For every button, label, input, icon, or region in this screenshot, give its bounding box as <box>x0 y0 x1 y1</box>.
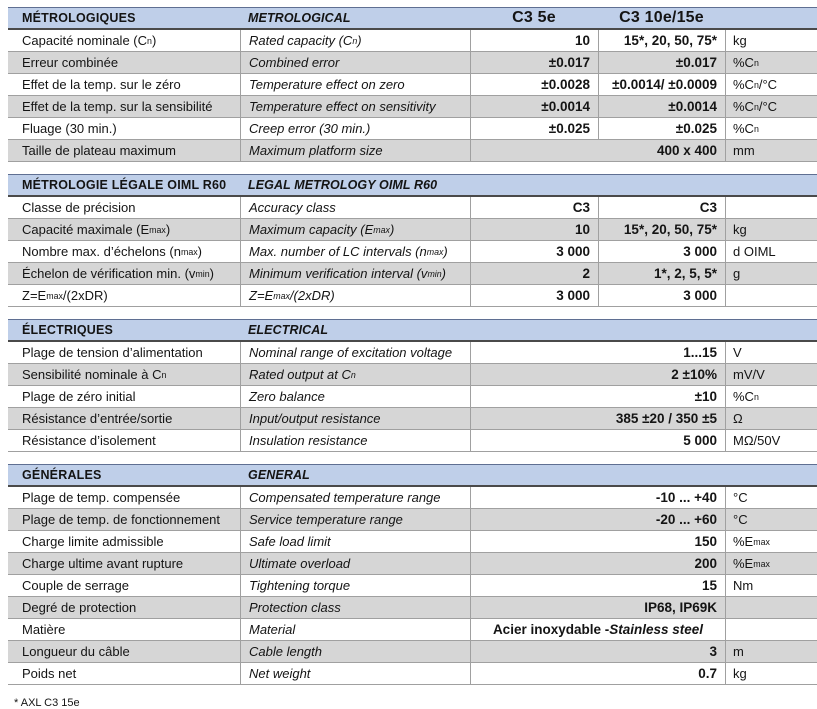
table-row <box>8 96 817 118</box>
value-merged: 15 <box>470 575 725 596</box>
table-row <box>8 140 817 162</box>
row-label-fr: Couple de serrage <box>22 578 129 593</box>
table-row <box>8 241 817 263</box>
row-label-fr: Effet de la temp. sur la sensibilité <box>22 99 213 114</box>
table-row <box>8 118 817 140</box>
row-label-en: Tightening torque <box>240 575 470 596</box>
column-header-c3-5e: C3 5e <box>512 9 556 26</box>
table-row <box>8 197 817 219</box>
table-row <box>8 641 817 663</box>
unit: MΩ/50V <box>725 430 817 451</box>
section-title-en: ELECTRICAL <box>248 323 329 337</box>
unit: kg <box>725 30 817 51</box>
value-c3-10e-15e: 15*, 20, 50, 75* <box>598 219 725 240</box>
value-c3-5e: C3 <box>470 197 598 218</box>
row-label-en: Maximum platform size <box>240 140 470 161</box>
section-header <box>8 464 817 487</box>
value-merged: 0.7 <box>470 663 725 684</box>
value-c3-5e: 10 <box>470 30 598 51</box>
table-row <box>8 263 817 285</box>
unit: mm <box>725 140 817 161</box>
table-row <box>8 74 817 96</box>
value-merged: 3 <box>470 641 725 662</box>
section-rows <box>8 30 817 162</box>
unit: %E max <box>725 553 817 574</box>
unit: kg <box>725 219 817 240</box>
section-title-en: GENERAL <box>248 468 310 482</box>
unit: d OIML <box>725 241 817 262</box>
row-label-en: Nominal range of excitation voltage <box>240 342 470 363</box>
row-label-fr: Z=E max /(2xDR) <box>22 288 108 303</box>
row-label-fr: Fluage (30 min.) <box>22 121 117 136</box>
row-label-en: Creep error (30 min.) <box>240 118 470 139</box>
table-row <box>8 575 817 597</box>
value-c3-5e: 3 000 <box>470 241 598 262</box>
row-label-fr: Charge limite admissible <box>22 534 164 549</box>
unit: mV/V <box>725 364 817 385</box>
unit: kg <box>725 663 817 684</box>
section-rows <box>8 342 817 452</box>
row-label-en: Zero balance <box>240 386 470 407</box>
unit <box>725 619 817 640</box>
row-label-en: Maximum capacity (E max ) <box>240 219 470 240</box>
row-label-fr: Longueur du câble <box>22 644 130 659</box>
table-row <box>8 663 817 685</box>
row-label-en: Max. number of LC intervals (n max ) <box>240 241 470 262</box>
row-label-en: Cable length <box>240 641 470 662</box>
row-label-fr: Plage de zéro initial <box>22 389 136 404</box>
value-merged: -20 ... +60 <box>470 509 725 530</box>
table-row <box>8 597 817 619</box>
unit: %C n /°C <box>725 74 817 95</box>
table-row <box>8 553 817 575</box>
table-row <box>8 619 817 641</box>
column-header-c3-10e-15e: C3 10e/15e <box>619 9 704 26</box>
row-label-en: Rated output at C n <box>240 364 470 385</box>
row-label-en: Temperature effect on zero <box>240 74 470 95</box>
value-c3-5e: ±0.017 <box>470 52 598 73</box>
table-row <box>8 52 817 74</box>
value-c3-5e: ±0.025 <box>470 118 598 139</box>
table-row <box>8 487 817 509</box>
row-label-fr: Capacité nominale (C n ) <box>22 33 157 48</box>
section-title-fr: MÉTROLOGIQUES <box>22 11 136 25</box>
footnote: * AXL C3 15e <box>14 697 80 709</box>
table-row <box>8 509 817 531</box>
unit: °C <box>725 487 817 508</box>
table-row <box>8 285 817 307</box>
section-rows <box>8 487 817 685</box>
spec-section <box>8 174 817 307</box>
value-merged: ±10 <box>470 386 725 407</box>
value-merged: IP68, IP69K <box>470 597 725 618</box>
value-c3-5e: ±0.0028 <box>470 74 598 95</box>
unit: V <box>725 342 817 363</box>
value-c3-10e-15e: 1*, 2, 5, 5* <box>598 263 725 284</box>
section-title-fr: GÉNÉRALES <box>22 468 102 482</box>
value-c3-5e: 2 <box>470 263 598 284</box>
section-header <box>8 7 817 30</box>
section-title-fr: ÉLECTRIQUES <box>22 323 114 337</box>
value-merged: 1...15 <box>470 342 725 363</box>
table-row <box>8 342 817 364</box>
row-label-en: Safe load limit <box>240 531 470 552</box>
value-c3-10e-15e: 15*, 20, 50, 75* <box>598 30 725 51</box>
row-label-en: Compensated temperature range <box>240 487 470 508</box>
row-label-fr: Résistance d’isolement <box>22 433 156 448</box>
row-label-fr: Sensibilité nominale à C n <box>22 367 167 382</box>
value-c3-10e-15e: C3 <box>598 197 725 218</box>
row-label-fr: Poids net <box>22 666 77 681</box>
spec-section <box>8 7 817 162</box>
row-label-fr: Plage de temp. de fonctionnement <box>22 512 221 527</box>
value-merged: 150 <box>470 531 725 552</box>
unit: m <box>725 641 817 662</box>
section-title-en: METROLOGICAL <box>248 11 351 25</box>
value-c3-10e-15e: ±0.017 <box>598 52 725 73</box>
section-title-en: LEGAL METROLOGY OIML R60 <box>248 178 438 192</box>
value-c3-5e: 3 000 <box>470 285 598 306</box>
row-label-fr: Plage de tension d’alimentation <box>22 345 203 360</box>
row-label-en: Rated capacity (C n ) <box>240 30 470 51</box>
unit: Nm <box>725 575 817 596</box>
table-row <box>8 364 817 386</box>
row-label-fr: Résistance d’entrée/sortie <box>22 411 173 426</box>
value-c3-5e: 10 <box>470 219 598 240</box>
row-label-fr: Charge ultime avant rupture <box>22 556 184 571</box>
row-label-en: Temperature effect on sensitivity <box>240 96 470 117</box>
value-merged: -10 ... +40 <box>470 487 725 508</box>
row-label-en: Ultimate overload <box>240 553 470 574</box>
value-merged: Acier inoxydable - Stainless steel <box>470 619 725 640</box>
row-label-en: Combined error <box>240 52 470 73</box>
row-label-en: Input/output resistance <box>240 408 470 429</box>
value-merged: 2 ±10% <box>470 364 725 385</box>
table-row <box>8 531 817 553</box>
unit <box>725 285 817 306</box>
unit: %C n /°C <box>725 96 817 117</box>
unit: Ω <box>725 408 817 429</box>
table-row <box>8 386 817 408</box>
value-c3-10e-15e: 3 000 <box>598 241 725 262</box>
value-c3-10e-15e: ±0.025 <box>598 118 725 139</box>
row-label-en: Service temperature range <box>240 509 470 530</box>
value-c3-10e-15e: 3 000 <box>598 285 725 306</box>
row-label-fr: Plage de temp. compensée <box>22 490 181 505</box>
table-row <box>8 30 817 52</box>
unit: %E max <box>725 531 817 552</box>
spec-sections <box>8 7 817 685</box>
spec-section <box>8 319 817 452</box>
row-label-en: Insulation resistance <box>240 430 470 451</box>
row-label-fr: Capacité maximale (E max ) <box>22 222 171 237</box>
unit: °C <box>725 509 817 530</box>
unit <box>725 597 817 618</box>
value-c3-5e: ±0.0014 <box>470 96 598 117</box>
value-merged: 385 ±20 / 350 ±5 <box>470 408 725 429</box>
unit: g <box>725 263 817 284</box>
row-label-fr: Classe de précision <box>22 200 136 215</box>
section-title-fr: MÉTROLOGIE LÉGALE OIML R60 <box>22 178 227 192</box>
spec-section <box>8 464 817 685</box>
value-merged: 200 <box>470 553 725 574</box>
unit: %C n <box>725 52 817 73</box>
section-header <box>8 174 817 197</box>
row-label-en: Protection class <box>240 597 470 618</box>
table-row <box>8 430 817 452</box>
row-label-fr: Échelon de vérification min. (v min ) <box>22 266 214 281</box>
unit: %C n <box>725 118 817 139</box>
row-label-fr: Nombre max. d’échelons (n max ) <box>22 244 202 259</box>
unit: %C n <box>725 386 817 407</box>
table-row <box>8 219 817 241</box>
row-label-fr: Degré de protection <box>22 600 137 615</box>
value-merged: 400 x 400 <box>470 140 725 161</box>
row-label-en: Material <box>240 619 470 640</box>
row-label-en: Net weight <box>240 663 470 684</box>
row-label-fr: Taille de plateau maximum <box>22 143 176 158</box>
value-c3-10e-15e: ±0.0014 <box>598 96 725 117</box>
section-rows <box>8 197 817 307</box>
row-label-fr: Erreur combinée <box>22 55 119 70</box>
row-label-en: Z=E max /(2xDR) <box>240 285 470 306</box>
unit <box>725 197 817 218</box>
section-header <box>8 319 817 342</box>
value-merged: 5 000 <box>470 430 725 451</box>
row-label-en: Accuracy class <box>240 197 470 218</box>
table-row <box>8 408 817 430</box>
value-c3-10e-15e: ±0.0014/ ±0.0009 <box>598 74 725 95</box>
row-label-fr: Effet de la temp. sur le zéro <box>22 77 181 92</box>
row-label-fr: Matière <box>22 622 66 637</box>
row-label-en: Minimum verification interval (v min ) <box>240 263 470 284</box>
